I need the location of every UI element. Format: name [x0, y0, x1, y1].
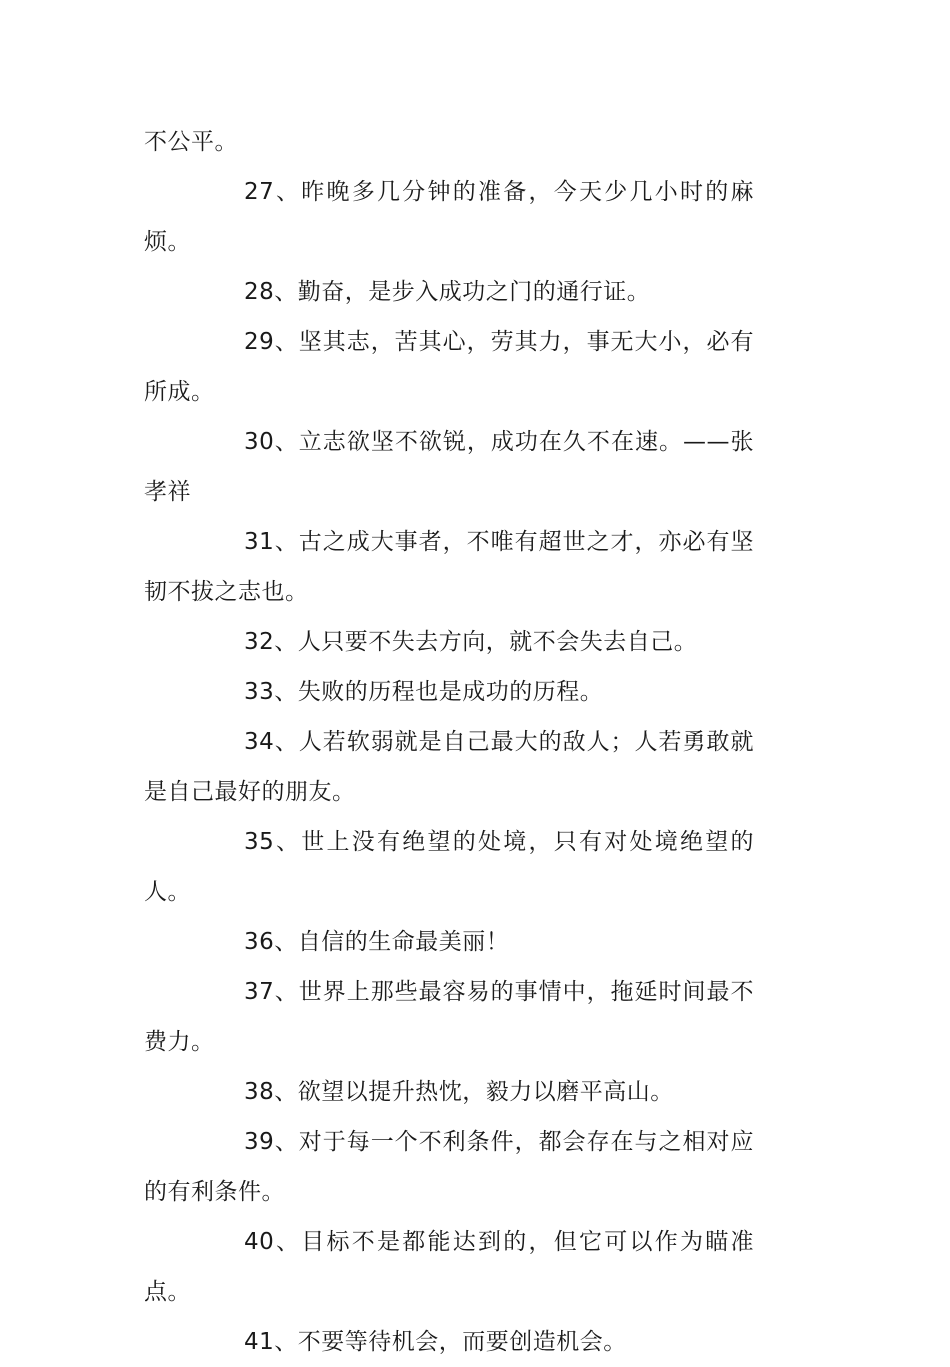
document-body	[144, 117, 754, 1367]
quote-34: 34、人若软弱就是自己最大的敌人；人若勇敢就是自己最好的朋友。	[144, 729, 754, 805]
quote-27: 27、昨晚多几分钟的准备，今天少几小时的麻烦。	[144, 179, 754, 255]
paragraph-continuation: 不公平。	[144, 129, 238, 155]
quote-38: 38、欲望以提升热忱，毅力以磨平高山。	[244, 1079, 674, 1105]
quote-41: 41、不要等待机会，而要创造机会。	[244, 1329, 627, 1355]
quote-35: 35、世上没有绝望的处境，只有对处境绝望的人。	[144, 829, 754, 905]
quote-37: 37、世界上那些最容易的事情中，拖延时间最不费力。	[144, 979, 754, 1055]
quote-30: 30、立志欲坚不欲锐，成功在久不在速。——张孝祥	[144, 429, 754, 505]
quote-29: 29、坚其志，苦其心，劳其力，事无大小，必有所成。	[144, 329, 754, 405]
quote-40: 40、目标不是都能达到的，但它可以作为瞄准点。	[144, 1229, 754, 1305]
quote-32: 32、人只要不失去方向，就不会失去自己。	[244, 629, 698, 655]
quote-36: 36、自信的生命最美丽！	[244, 929, 510, 955]
quote-31: 31、古之成大事者，不唯有超世之才，亦必有坚韧不拔之志也。	[144, 529, 754, 605]
quote-28: 28、勤奋，是步入成功之门的通行证。	[244, 279, 651, 305]
quote-39: 39、对于每一个不利条件，都会存在与之相对应的有利条件。	[144, 1129, 754, 1205]
quote-33: 33、失败的历程也是成功的历程。	[244, 679, 604, 705]
